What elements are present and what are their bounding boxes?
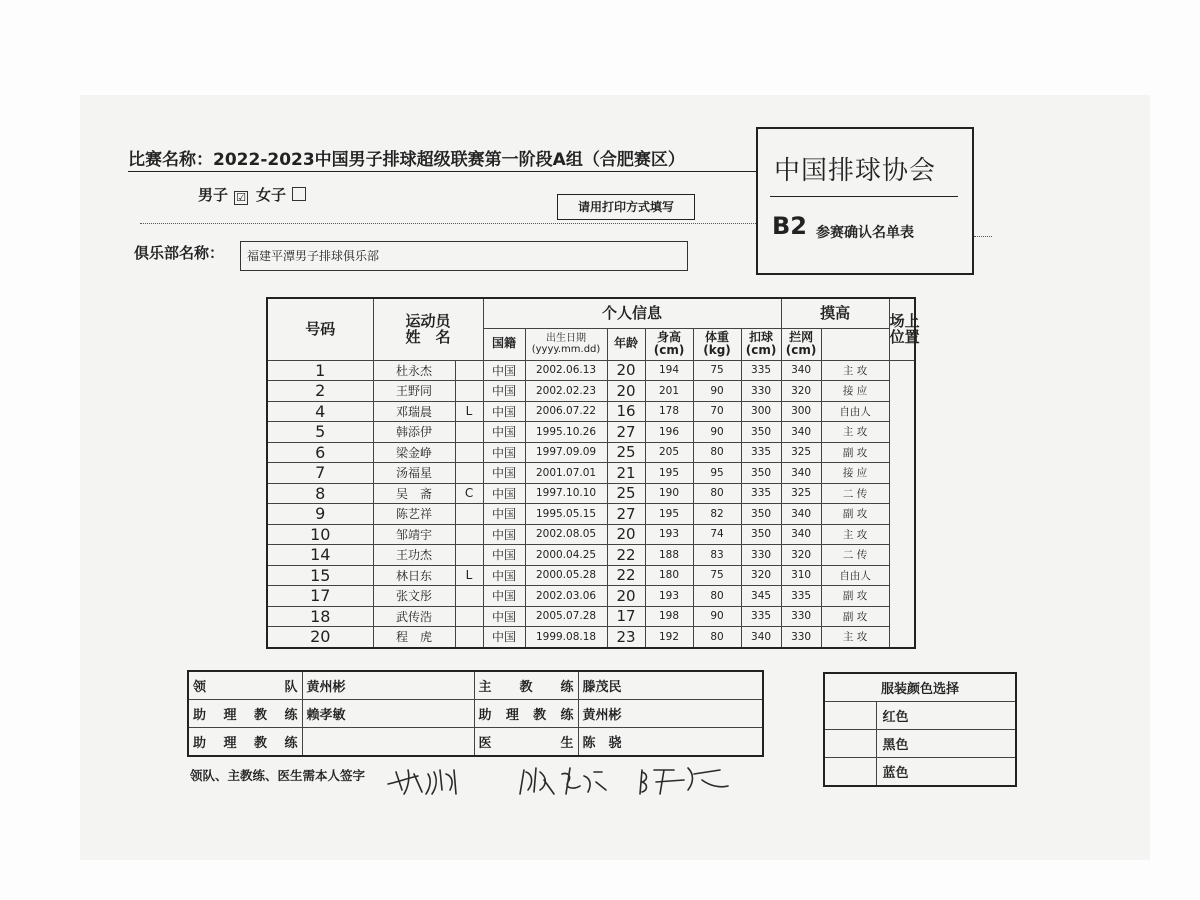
player-nationality: 中国 [483, 627, 525, 648]
player-number: 15 [267, 565, 373, 586]
player-spike-reach: 335 [741, 606, 781, 627]
header-weight: 体重 (kg) [693, 328, 741, 360]
player-name: 陈艺祥 [373, 504, 455, 525]
table-row [267, 463, 915, 484]
table-row [267, 627, 915, 648]
gender-female-checkbox[interactable] [292, 187, 306, 201]
player-height: 198 [645, 606, 693, 627]
association-name: 中国排球协会 [774, 156, 937, 186]
player-age: 27 [607, 504, 645, 525]
player-name: 杜永杰 [373, 360, 455, 381]
player-weight: 80 [693, 586, 741, 607]
player-name: 邓瑞晨 [373, 401, 455, 422]
player-nationality: 中国 [483, 381, 525, 402]
association-divider [770, 196, 958, 197]
player-position: 副 攻 [821, 504, 889, 525]
player-weight: 80 [693, 483, 741, 504]
player-mark [455, 504, 483, 525]
player-block-reach: 340 [781, 524, 821, 545]
assistant-coach-name-2[interactable] [302, 728, 474, 757]
player-nationality: 中国 [483, 586, 525, 607]
uniform-color-blue: 蓝色 [876, 758, 1016, 787]
player-position: 副 攻 [821, 442, 889, 463]
player-name: 林日东 [373, 565, 455, 586]
header-nationality: 国籍 [483, 328, 525, 360]
player-spike-reach: 330 [741, 381, 781, 402]
player-name: 汤福星 [373, 463, 455, 484]
team-leader-label: 领 队 [188, 671, 302, 700]
header-spike: 扣球 (cm) [741, 328, 781, 360]
player-position: 主 攻 [821, 524, 889, 545]
player-name: 张文彤 [373, 586, 455, 607]
player-nationality: 中国 [483, 565, 525, 586]
player-age: 22 [607, 545, 645, 566]
player-birth-date: 1995.10.26 [525, 422, 607, 443]
assistant-coach-name-1[interactable]: 赖孝敏 [302, 700, 474, 728]
player-age: 25 [607, 483, 645, 504]
player-weight: 95 [693, 463, 741, 484]
player-number: 4 [267, 401, 373, 422]
table-row [267, 586, 915, 607]
header-height: 身高 (cm) [645, 328, 693, 360]
player-mark [455, 545, 483, 566]
table-row [267, 565, 915, 586]
player-weight: 90 [693, 606, 741, 627]
player-height: 205 [645, 442, 693, 463]
player-weight: 80 [693, 627, 741, 648]
player-position: 自由人 [821, 401, 889, 422]
gender-male-checkbox[interactable]: ☑ [234, 191, 248, 205]
uniform-color-table [823, 672, 1017, 787]
header-reach: 摸高 [781, 298, 889, 328]
player-mark [455, 606, 483, 627]
player-birth-date: 2005.07.28 [525, 606, 607, 627]
player-weight: 83 [693, 545, 741, 566]
signature-label: 领队、主教练、医生需本人签字 [190, 768, 366, 783]
player-weight: 75 [693, 360, 741, 381]
signature-coach [520, 768, 606, 794]
player-number: 1 [267, 360, 373, 381]
player-mark: C [455, 483, 483, 504]
player-age: 23 [607, 627, 645, 648]
assistant-coach-label-1: 助 理 教 练 [188, 700, 302, 728]
table-row [267, 606, 915, 627]
player-mark [455, 586, 483, 607]
player-nationality: 中国 [483, 483, 525, 504]
player-spike-reach: 350 [741, 422, 781, 443]
header-position: 场上 位置 [889, 298, 915, 360]
header-number: 号码 [267, 298, 373, 360]
player-age: 22 [607, 565, 645, 586]
player-age: 25 [607, 442, 645, 463]
club-label: 俱乐部名称： [134, 244, 225, 262]
player-spike-reach: 350 [741, 463, 781, 484]
player-number: 9 [267, 504, 373, 525]
player-weight: 74 [693, 524, 741, 545]
club-name-field[interactable]: 福建平潭男子排球俱乐部 [240, 241, 688, 271]
player-spike-reach: 340 [741, 627, 781, 648]
player-weight: 90 [693, 381, 741, 402]
player-block-reach: 325 [781, 442, 821, 463]
form-code: B2 [772, 212, 807, 240]
uniform-color-red: 红色 [876, 702, 1016, 730]
player-spike-reach: 320 [741, 565, 781, 586]
player-block-reach: 340 [781, 360, 821, 381]
player-name: 武传浩 [373, 606, 455, 627]
table-row [267, 401, 915, 422]
player-block-reach: 340 [781, 463, 821, 484]
player-height: 201 [645, 381, 693, 402]
player-birth-date: 2000.05.28 [525, 565, 607, 586]
player-block-reach: 330 [781, 627, 821, 648]
gender-female-label: 女子 [256, 186, 287, 204]
assistant-coach-label-2: 助 理 教 练 [188, 728, 302, 757]
player-mark: L [455, 565, 483, 586]
gender-selection [198, 184, 314, 205]
player-mark [455, 627, 483, 648]
player-name: 王野同 [373, 381, 455, 402]
player-nationality: 中国 [483, 606, 525, 627]
signature-leader [388, 770, 456, 794]
player-height: 193 [645, 524, 693, 545]
player-mark [455, 463, 483, 484]
player-number: 2 [267, 381, 373, 402]
player-weight: 75 [693, 565, 741, 586]
uniform-color-title: 服装颜色选择 [824, 673, 1016, 702]
header-birth-date: 出生日期 (yyyy.mm.dd) [525, 328, 607, 360]
player-height: 188 [645, 545, 693, 566]
team-leader-name[interactable]: 黄州彬 [302, 671, 474, 700]
player-position: 接 应 [821, 463, 889, 484]
player-nationality: 中国 [483, 463, 525, 484]
player-nationality: 中国 [483, 422, 525, 443]
player-mark [455, 381, 483, 402]
player-birth-date: 2002.03.06 [525, 586, 607, 607]
player-birth-date: 2006.07.22 [525, 401, 607, 422]
player-spike-reach: 335 [741, 483, 781, 504]
player-block-reach: 310 [781, 565, 821, 586]
player-age: 20 [607, 586, 645, 607]
roster-table [266, 297, 920, 649]
player-height: 193 [645, 586, 693, 607]
player-age: 20 [607, 360, 645, 381]
doctor-label: 医 生 [474, 728, 578, 757]
player-height: 195 [645, 463, 693, 484]
gender-male-label: 男子 [198, 186, 229, 204]
player-mark: L [455, 401, 483, 422]
player-name: 吴 斋 [373, 483, 455, 504]
player-birth-date: 2002.06.13 [525, 360, 607, 381]
assistant-coach-label-3: 助 理 教 练 [474, 700, 578, 728]
player-nationality: 中国 [483, 401, 525, 422]
form-title: 参赛确认名单表 [816, 225, 914, 241]
uniform-color-checkbox-blue[interactable] [824, 758, 876, 787]
table-row [267, 524, 915, 545]
dotted-divider-right [974, 236, 992, 237]
player-birth-date: 1997.10.10 [525, 483, 607, 504]
player-number: 14 [267, 545, 373, 566]
player-position: 二 传 [821, 483, 889, 504]
head-coach-label: 主 教 练 [474, 671, 578, 700]
header-age: 年龄 [607, 328, 645, 360]
table-row [267, 442, 915, 463]
player-position: 自由人 [821, 565, 889, 586]
player-name: 梁金峥 [373, 442, 455, 463]
player-weight: 80 [693, 442, 741, 463]
player-birth-date: 1999.08.18 [525, 627, 607, 648]
player-block-reach: 320 [781, 545, 821, 566]
uniform-color-black: 黑色 [876, 730, 1016, 758]
doctor-name[interactable]: 陈 骁 [578, 728, 763, 757]
player-mark [455, 524, 483, 545]
player-position: 二 传 [821, 545, 889, 566]
table-row [267, 483, 915, 504]
header-personal-info: 个人信息 [483, 298, 781, 328]
player-block-reach: 300 [781, 401, 821, 422]
signature-doctor [640, 768, 728, 794]
player-position: 主 攻 [821, 627, 889, 648]
player-mark [455, 442, 483, 463]
player-height: 194 [645, 360, 693, 381]
table-row [267, 422, 915, 443]
player-height: 180 [645, 565, 693, 586]
player-birth-date: 2002.02.23 [525, 381, 607, 402]
uniform-color-checkbox-black[interactable] [824, 730, 876, 758]
player-number: 17 [267, 586, 373, 607]
player-number: 18 [267, 606, 373, 627]
player-mark [455, 422, 483, 443]
player-height: 178 [645, 401, 693, 422]
player-height: 190 [645, 483, 693, 504]
player-height: 195 [645, 504, 693, 525]
table-row [267, 360, 915, 381]
player-age: 21 [607, 463, 645, 484]
player-name: 王功杰 [373, 545, 455, 566]
player-weight: 82 [693, 504, 741, 525]
player-spike-reach: 300 [741, 401, 781, 422]
player-spike-reach: 350 [741, 504, 781, 525]
uniform-color-checkbox-red[interactable] [824, 702, 876, 730]
player-age: 17 [607, 606, 645, 627]
header-block: 拦网 (cm) [781, 328, 821, 360]
handwritten-signatures [384, 760, 734, 800]
dotted-divider [140, 223, 758, 224]
player-nationality: 中国 [483, 524, 525, 545]
player-position: 主 攻 [821, 422, 889, 443]
player-weight: 90 [693, 422, 741, 443]
player-block-reach: 320 [781, 381, 821, 402]
match-title: 比赛名称：2022-2023中国男子排球超级联赛第一阶段A组（合肥赛区） [128, 150, 685, 170]
player-height: 196 [645, 422, 693, 443]
player-position: 主 攻 [821, 360, 889, 381]
player-block-reach: 330 [781, 606, 821, 627]
player-spike-reach: 345 [741, 586, 781, 607]
player-spike-reach: 335 [741, 360, 781, 381]
player-number: 8 [267, 483, 373, 504]
player-spike-reach: 335 [741, 442, 781, 463]
staff-table [187, 670, 764, 757]
player-spike-reach: 330 [741, 545, 781, 566]
player-number: 20 [267, 627, 373, 648]
table-row [267, 381, 915, 402]
player-nationality: 中国 [483, 360, 525, 381]
head-coach-name[interactable]: 滕茂民 [578, 671, 763, 700]
player-nationality: 中国 [483, 504, 525, 525]
player-age: 20 [607, 524, 645, 545]
player-name: 邹靖宇 [373, 524, 455, 545]
header-player: 运动员 姓 名 [373, 298, 483, 360]
player-position: 接 应 [821, 381, 889, 402]
player-birth-date: 2001.07.01 [525, 463, 607, 484]
player-number: 10 [267, 524, 373, 545]
player-number: 5 [267, 422, 373, 443]
player-block-reach: 325 [781, 483, 821, 504]
player-number: 7 [267, 463, 373, 484]
player-block-reach: 340 [781, 504, 821, 525]
player-block-reach: 335 [781, 586, 821, 607]
title-underline [128, 171, 756, 172]
table-row [267, 545, 915, 566]
player-name: 韩添伊 [373, 422, 455, 443]
player-name: 程 虎 [373, 627, 455, 648]
player-spike-reach: 350 [741, 524, 781, 545]
player-weight: 70 [693, 401, 741, 422]
player-age: 16 [607, 401, 645, 422]
player-age: 20 [607, 381, 645, 402]
player-block-reach: 340 [781, 422, 821, 443]
player-age: 27 [607, 422, 645, 443]
roster-body [267, 360, 915, 648]
player-nationality: 中国 [483, 545, 525, 566]
print-note: 请用打印方式填写 [557, 194, 695, 220]
player-nationality: 中国 [483, 442, 525, 463]
assistant-coach-name-3[interactable]: 黄州彬 [578, 700, 763, 728]
player-number: 6 [267, 442, 373, 463]
player-birth-date: 2002.08.05 [525, 524, 607, 545]
player-birth-date: 1997.09.09 [525, 442, 607, 463]
player-mark [455, 360, 483, 381]
player-height: 192 [645, 627, 693, 648]
table-row [267, 504, 915, 525]
player-position: 副 攻 [821, 586, 889, 607]
player-birth-date: 2000.04.25 [525, 545, 607, 566]
player-position: 副 攻 [821, 606, 889, 627]
player-birth-date: 1995.05.15 [525, 504, 607, 525]
